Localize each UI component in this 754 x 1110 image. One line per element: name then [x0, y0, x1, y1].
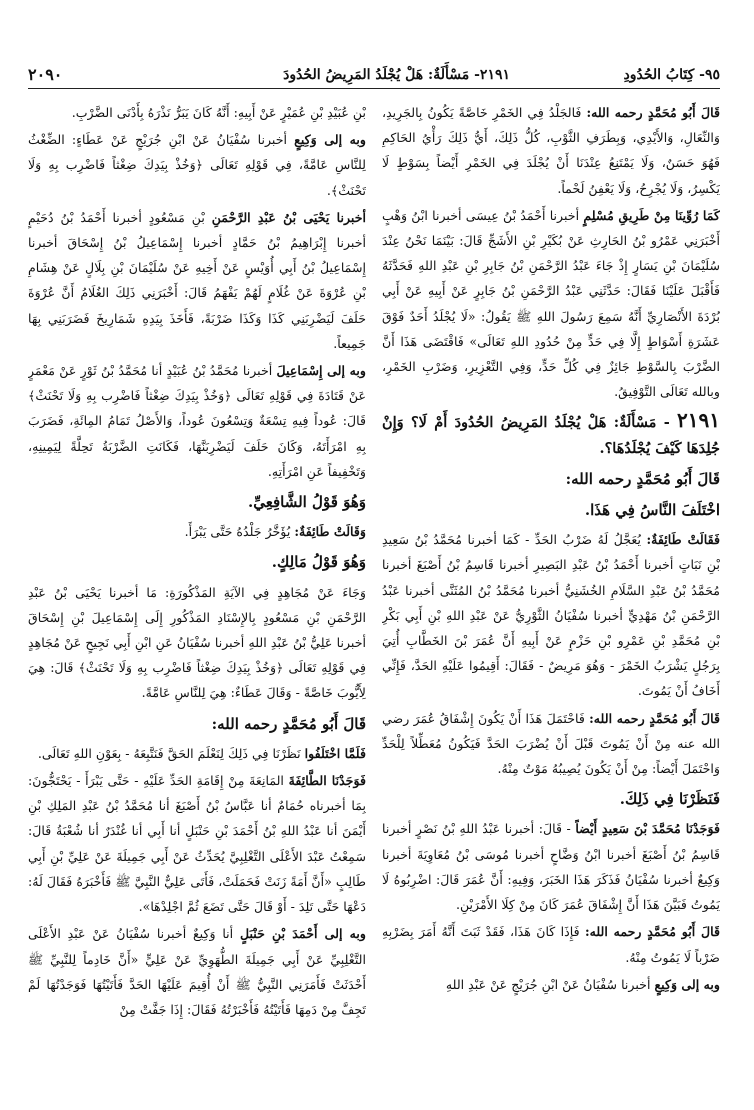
paragraph-text: بْنِ مَسْعُودٍ أخبرنا أَحْمَدُ بْنُ دُحَيْمٍ أخبرنا إِبْرَاهِيمُ بْنُ حَمَّادٍ أخبرنا إِسْمَاعِيلُ بْنُ إِسْحَاقَ أخبرنا إِسْمَاعِيلُ بْنُ أَبِي أُوَيْسٍ عَنْ أَخِيهِ عَنْ سُلَيْمَانَ بْنِ بِلَالٍ عَنْ هِشَامِ بْنِ عُرْوَةَ عَنْ غُلَامٍ لَهُمْ يَفْهَمُ قَالَ: أَخْبَرَنِي ذَلِكَ الغُلَامُ أَنَّ عُرْوَةَ حَلَفَ لَيَضْرِبَنِي كَذَا وَكَذَا ضَرْبَةً، فَأَخَذَ بِيَدِهِ شَمَارِيخَ فَضَرَبَنِي بِهَا جَمِيعاً.	[28, 209, 366, 351]
page-number: ٢٠٩٠	[28, 65, 63, 84]
issue-number: ٢١٩١	[677, 408, 720, 433]
paragraph-text: أخبرنا سُفْيَانُ عَنْ ابْنِ جُرَيْجٍ عَنْ عَطَاءٍ: الضِّغْثُ لِلنَّاسِ عَامَّةً، فِي قَوْلِهِ تَعَالَى ﴿وَخُذْ بِيَدِكَ ضِغْثاً فَاضْرِب بِهِ وَلَا تَحْنَثْ﴾.	[28, 132, 366, 198]
paragraph-text: فَالجَلْدُ فِي الخَمْرِ خَاصَّةً يَكُونُ بِالجَرِيدِ، وَالنِّعَالِ، وَالأَيْدِي، وَبِطَرَفِ الثَّوْبِ، كُلُّ ذَلِكَ، أَيُّ ذَلِكَ رَأْيُ الحَاكِمِ فَهُوَ حَسَنٌ، وَلَا يَمْتَنِعُ عِنْدَنَا أَنْ يُجْلَدَ فِي الخَمْرِ أَيْضاً بِسَوْطٍ لَا يَكْسِرُ، وَلَا يُجْرِحُ، وَلَا يَعْفِنُ لَحْماً.	[382, 105, 720, 196]
section-heading	[28, 550, 366, 575]
section-heading	[382, 467, 720, 492]
paragraph-lead: فَقَالَتْ طَائِفَةٌ:	[646, 532, 720, 548]
paragraph	[28, 519, 366, 544]
section-heading	[28, 712, 366, 737]
paragraph-text: أنا وَكِيعٌ أخبرنا سُفْيَانُ عَنْ عَبْدِ الأَعْلَى التَّغْلِبِيِّ عَنْ أَبِي جَمِيلَةَ الطُّهَوِيِّ عَنْ عَلِيٍّ «أَنَّ خَادِماً لِلنَّبِيِّ ﷺ أَحْدَثَتْ فَأَمَرَنِي النَّبِيُّ ﷺ أَنْ أُقِيمَ عَلَيْهَا الحَدَّ فَأَتَيْتُهَا فَوَجَدْتُهَا لَمْ تَجِفَّ مِنْ دَمِهَا فَأَتَيْتُهُ فَأَخْبَرْتُهُ فَقَالَ: إِذَا جَفَّتْ مِنْ	[28, 926, 366, 1017]
paragraph	[382, 919, 720, 969]
issue-lead: - مَسْأَلَةٌ:	[613, 414, 678, 432]
paragraph-lead: فَوَجَدْنَا مُحَمَّدَ بْنَ سَعِيدٍ أَيْضاً	[575, 821, 720, 837]
paragraph	[28, 205, 366, 356]
section-heading	[28, 490, 366, 515]
paragraph-lead: كَمَا رُوِّينَا مِنْ طَرِيقِ مُسْلِمٍ	[583, 207, 720, 223]
paragraph-lead: وبه إلى وَكِيعٍ	[294, 132, 366, 148]
paragraph	[28, 127, 366, 203]
paragraph-lead: وَقَالَتْ طَائِفَةٌ:	[294, 524, 366, 540]
paragraph-lead: وبه إلى أَحْمَدَ بْنِ حَنْبَلٍ	[239, 926, 366, 942]
issue-title: ٢١٩١- مَسْأَلَةٌ: هَلْ يُجْلَدُ المَرِيضُ الحُدُودَ	[283, 67, 510, 83]
issue-heading	[382, 408, 720, 460]
paragraph-text: نَظَرْنَا فِي ذَلِكَ لِنَعْلَمَ الحَقَّ فَنَتَّبِعَهُ - بِعَوْنِ اللهِ تَعَالَى.	[37, 745, 305, 761]
paragraph-text: أخبرنا مُحَمَّدُ بْنُ عُبَيْدٍ أنا مُحَمَّدُ بْنُ ثَوْرٍ عَنْ مَعْمَرٍ عَنْ قَتَادَةَ فِي قَوْلِهِ تَعَالَى ﴿وَخُذْ بِيَدِكَ ضِغْثاً فَاضْرِب بِهِ وَلَا تَحْنَثْ﴾ قَالَ: عُوداً فِيهِ تِسْعَةٌ وَتِسْعُونَ عُوداً، وَالأَصْلُ تَمَامُ المِائَةِ، فَضَرَبَ بِهِ امْرَأَتَهُ، وَكَانَ حَلَفَ لَيَضْرِبَنَّهَا، فَكَانَتِ الضَّرْبَةُ تَحِلَّةً لِيَمِينِهِ، وَتَخْفِيفاً عَنِ امْرَأَتِهِ.	[28, 363, 366, 479]
paragraph	[382, 706, 720, 782]
issue-text: هَلْ يُجْلَدُ المَرِيضُ الحُدُودَ أَمْ لَا؟ وَإِنْ جُلِدَهَا كَيْفَ يُجْلَدُهَا؟.	[382, 414, 720, 457]
paragraph	[382, 972, 720, 997]
paragraph	[382, 527, 720, 703]
paragraph-text: بْنِ عُبَيْدِ بْنِ عُمَيْرٍ عَنْ أَبِيهِ: أَنَّهُ كَانَ يَبَرُّ نَذْرَهُ بِأَدْنَى الضَّرْبِ.	[71, 105, 366, 120]
running-header	[28, 64, 720, 89]
paragraph-text: أخبرنا سُفْيَانُ عَنْ ابْنِ جُرَيْجٍ عَنْ عَبْدِ اللهِ	[445, 976, 655, 992]
paragraph-lead: فَوَجَدْنَا الطَّائِفَةَ	[288, 773, 366, 789]
paragraph	[28, 741, 366, 766]
paragraph	[28, 358, 366, 484]
heading-text: وَهُوَ قَوْلُ مَالِكٍ.	[271, 553, 366, 572]
heading-text: وَهُوَ قَوْلُ الشَّافِعِيِّ.	[248, 493, 366, 512]
paragraph	[28, 580, 366, 706]
paragraph	[382, 203, 720, 405]
heading-text: قَالَ أَبُو مُحَمَّدٍ رحمه الله:	[211, 714, 366, 733]
heading-text: فَنَظَرْنَا فِي ذَلِكَ.	[619, 790, 720, 809]
left-column	[28, 100, 366, 1094]
paragraph-text: يُؤَخَّرُ جَلْدُهُ حَتَّى يَبْرَأَ.	[184, 524, 295, 540]
section-heading	[382, 498, 720, 523]
paragraph-lead: وبه إلى إِسْمَاعِيلَ	[276, 363, 366, 379]
paragraph-lead: أخبرنا يَحْيَى بْنُ عَبْدِ الرَّحْمَنِ	[211, 209, 366, 225]
paragraph-lead: قَالَ أَبُو مُحَمَّدٍ رحمه الله:	[589, 710, 720, 726]
section-title: ٩٥- كِتَابُ الحُدُودِ	[623, 67, 720, 83]
right-column	[382, 100, 720, 1094]
paragraph-lead: قَالَ أَبُو مُحَمَّدٍ رحمه الله:	[584, 924, 720, 940]
paragraph	[382, 100, 720, 201]
paragraph-lead: وبه إلى وَكِيعٍ	[654, 976, 720, 992]
heading-text: قَالَ أَبُو مُحَمَّدٍ رحمه الله:	[565, 469, 720, 488]
paragraph-text: المَانِعَةَ مِنْ إِقَامَةِ الحَدِّ عَلَيْهِ - حَتَّى يَبْرَأَ - يَحْتَجُّونَ: بِمَا أخبرناه حُمَامٌ أنا عَبَّاسُ بْنُ أَصْبَغَ أنا مُحَمَّدُ بْنُ عَبْدِ المَلِكِ بْنِ أَيْمَنَ أنا عَبْدُ اللهِ بْنُ أَحْمَدَ بْنِ حَنْبَلٍ أنا أَبِي أنا غُنْدَرٌ أنا شُعْبَةُ قَالَ: سَمِعْتُ عَبْدَ الأَعْلَى التَّغْلِبِيَّ يُحَدِّثُ عَنْ أَبِي جَمِيلَةَ عَنْ عَلِيِّ بْنِ أَبِي طَالِبٍ «أَنَّ أَمَةً زَنَتْ فَحَمَلَتْ، فَأَتَى عَلِيٌّ النَّبِيَّ ﷺ فَأَخْبَرَهُ فَقَالَ لَهُ: دَعْهَا حَتَّى تَلِدَ - أَوْ قَالَ حَتَّى تَضَعَ ثُمَّ اجْلِدْهَا».	[28, 773, 366, 915]
paragraph-text: وَجَاءَ عَنْ مُجَاهِدٍ فِي الآيَةِ المَذْكُورَةِ: مَا أخبرنا يَحْيَى بْنُ عَبْدِ الرَّحْمَنِ بْنِ مَسْعُودٍ بِالإِسْنَادِ المَذْكُورِ إِلَى إِسْمَاعِيلَ بْنِ إِسْحَاقَ أخبرنا عَلِيُّ بْنُ عَبْدِ اللهِ أخبرنا سُفْيَانُ عَنِ ابْنِ أَبِي نَجِيحٍ عَنْ مُجَاهِدٍ فِي قَوْلِهِ تَعَالَى ﴿وَخُذْ بِيَدِكَ ضِغْثاً فَاضْرِب بِهِ وَلَا تَحْنَثْ﴾ قَالَ: هِيَ لِأَيُّوبَ خَاصَّةً - وَقَالَ عَطَاءٌ: هِيَ لِلنَّاسِ عَامَّةً.	[28, 584, 366, 701]
paragraph-text: فَاحْتَمَلَ هَذَا أَنْ يَكُونَ إِشْفَاقُ عُمَرَ رضي الله عنه مِنْ أَنْ يَمُوتَ قَبْلَ أَنْ يُضْرَبَ الحَدَّ فَيَكُونُ مُعَطِّلاً لِلْحَدِّ وَاحْتَمَلَ أَيْضاً: مِنْ أَنْ يَكُونَ يُصِيبُهُ مَوْتٌ مِنْهُ.	[382, 710, 720, 777]
paragraph-text: أخبرنا أَحْمَدُ بْنُ عِيسَى أخبرنا ابْنُ وَهْبٍ أَخْبَرَنِي عَمْرُو بْنُ الحَارِثِ عَنْ بُكَيْرِ بْنِ الأَشَجِّ قَالَ: بَيْنَمَا نَحْنُ عِنْدَ سُلَيْمَانَ بْنِ يَسَارٍ إِذْ جَاءَ عَبْدُ الرَّحْمَنِ بْنُ جَابِرِ بْنِ عَبْدِ اللهِ فَحَدَّثَهُ فَأَقْبَلَ عَلَيْنَا فَقَالَ: حَدَّثَنِي عَبْدُ الرَّحْمَنِ بْنُ جَابِرٍ عَنْ أَبِيهِ عَنْ أَبِي بُرْدَةَ الأَنْصَارِيِّ أَنَّهُ سَمِعَ رَسُولَ اللهِ ﷺ يَقُولُ: «لَا يُجْلَدُ أَحَدٌ فَوْقَ عَشَرَةِ أَسْوَاطٍ إِلَّا فِي حَدٍّ مِنْ حُدُودِ اللهِ تَعَالَى» فَاقْتَضَى هَذَا أَنَّ الضَّرْبَ بِالسَّوْطِ جَائِزٌ فِي كُلِّ حَدٍّ، وَفِي التَّعْزِيرِ، وَضَرْبِ الخَمْرِ، وبالله تَعَالَى التَّوْفِيقُ.	[382, 207, 720, 400]
paragraph	[28, 921, 366, 1022]
paragraph	[28, 100, 366, 125]
paragraph-text: فَإِذَا كَانَ هَذَا، فَقَدْ ثَبَتَ أَنَّهُ أَمَرَ بِضَرْبِهِ ضَرْباً لَا يَمُوتُ مِنْهُ.	[382, 924, 720, 965]
paragraph-text: يُعَجَّلُ لَهُ ضَرْبُ الحَدِّ - كَمَا أخبرنا مُحَمَّدُ بْنُ سَعِيدِ بْنِ نَبَاتٍ أخبرنا أَحْمَدُ بْنُ عَبْدِ البَصِيرِ أخبرنا قَاسِمُ بْنُ أَصْبَغَ أخبرنا مُحَمَّدُ بْنُ عَبْدِ السَّلَامِ الخُشَنِيُّ أخبرنا مُحَمَّدُ بْنُ المُثَنَّى أخبرنا عَبْدُ الرَّحْمَنِ بْنُ مَهْدِيٍّ أخبرنا سُفْيَانُ الثَّوْرِيُّ عَنْ عَبْدِ اللهِ بْنِ أَبِي بَكْرِ بْنِ مُحَمَّدِ بْنِ عَمْرِو بْنِ حَزْمٍ عَنْ أَبِيهِ أَنَّ عُمَرَ بْنَ الخَطَّابِ أُتِيَ بِرَجُلٍ يَشْرَبُ الخَمْرَ - وَهُوَ مَرِيضٌ - فَقَالَ: أَقِيمُوا عَلَيْهِ الحَدَّ، فَإِنِّي أَخَافُ أَنْ يَمُوتَ.	[382, 532, 720, 699]
paragraph	[28, 768, 366, 919]
paragraph-text: - قَالَ: أخبرنا عَبْدُ اللهِ بْنُ نَصْرٍ أخبرنا قَاسِمُ بْنُ أَصْبَغَ أخبرنا ابْنُ وَضَّاحٍ أخبرنا مُوسَى بْنُ مُعَاوِيَةَ أخبرنا وَكِيعٌ أخبرنا سُفْيَانُ فَذَكَرَ هَذَا الخَبَرَ، وَفِيهِ: أَنَّ عُمَرَ قَالَ: اضْرِبُوهُ لَا يَمُوتُ فَبَيَّنَ هَذَا أَنَّ إِشْفَاقَ عُمَرَ كَانَ مِنْ كِلَا الأَمْرَيْنِ.	[382, 821, 720, 913]
heading-text: اخْتَلَفَ النَّاسُ فِي هَذَا.	[584, 501, 720, 520]
paragraph-lead: قَالَ أَبُو مُحَمَّدٍ رحمه الله:	[586, 105, 720, 120]
section-heading	[382, 787, 720, 812]
paragraph-lead: فَلَمَّا اخْتَلَفُوا	[304, 745, 366, 761]
paragraph	[382, 816, 720, 917]
